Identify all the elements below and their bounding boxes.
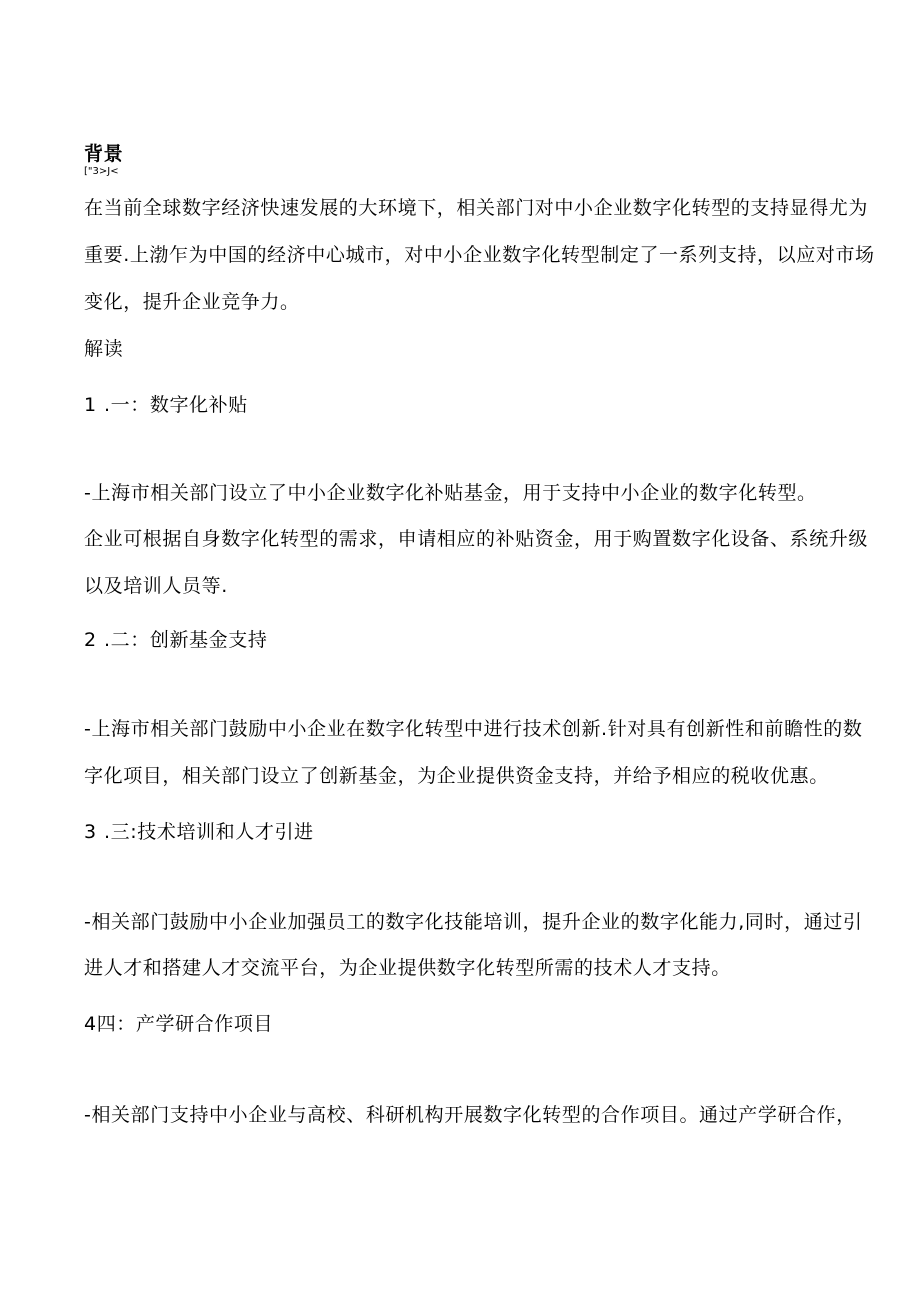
section-number: 3 bbox=[84, 821, 97, 843]
section-body-line: -相关部门鼓励中小企业加强员工的数字化技能培训，提升企业的数字化能力,同时，通过引 bbox=[84, 911, 863, 933]
section-body-line: 企业可根据自身数字化转型的需求，申请相应的补贴资金，用于购置数字化设备、系统升级 bbox=[84, 528, 869, 550]
section-title-text: .三:技术培训和人才引进 bbox=[104, 821, 314, 843]
interpretation-label: 解读 bbox=[84, 338, 124, 360]
section-body-line: -相关部门支持中小企业与高校、科研机构开展数字化转型的合作项目。通过产学研合作， bbox=[84, 1104, 856, 1126]
section-title-3 bbox=[84, 820, 314, 844]
ocr-artifact-text: ["3>J< bbox=[84, 166, 119, 177]
section-body-line: -上海市相关部门设立了中小企业数字化补贴基金，用于支持中小企业的数字化转型。 bbox=[84, 482, 817, 504]
section-heading-background: 背景 bbox=[84, 143, 124, 165]
section-number: 2 bbox=[84, 629, 97, 651]
section-body-line: -上海市相关部门鼓励中小企业在数字化转型中进行技术创新.针对具有创新性和前瞻性的数 bbox=[84, 718, 863, 740]
background-paragraph-line: 变化，提升企业竞争力。 bbox=[84, 291, 300, 313]
section-title-text: 4四：产学研合作项目 bbox=[84, 1013, 274, 1035]
section-title-text: .二：创新基金支持 bbox=[104, 629, 268, 651]
section-title-1 bbox=[84, 393, 248, 417]
background-paragraph-line: 重要.上渤乍为中国的经济中心城市，对中小企业数字化转型制定了一系列支持，以应对市场 bbox=[84, 244, 875, 266]
section-title-4 bbox=[84, 1012, 273, 1036]
section-body-line: 以及培训人员等. bbox=[84, 575, 228, 597]
section-title-text: .一：数字化补贴 bbox=[104, 394, 248, 416]
section-number: 1 bbox=[84, 394, 97, 416]
section-body-line: 字化项目，相关部门设立了创新基金，为企业提供资金支持，并给予相应的税收优惠。 bbox=[84, 765, 829, 787]
background-paragraph-line: 在当前全球数字经济快速发展的大环境下，相关部门对中小企业数字化转型的支持显得尤为 bbox=[84, 197, 869, 219]
section-body-line: 进人才和搭建人才交流平台，为企业提供数字化转型所需的技术人才支持。 bbox=[84, 957, 731, 979]
section-title-2 bbox=[84, 628, 267, 652]
